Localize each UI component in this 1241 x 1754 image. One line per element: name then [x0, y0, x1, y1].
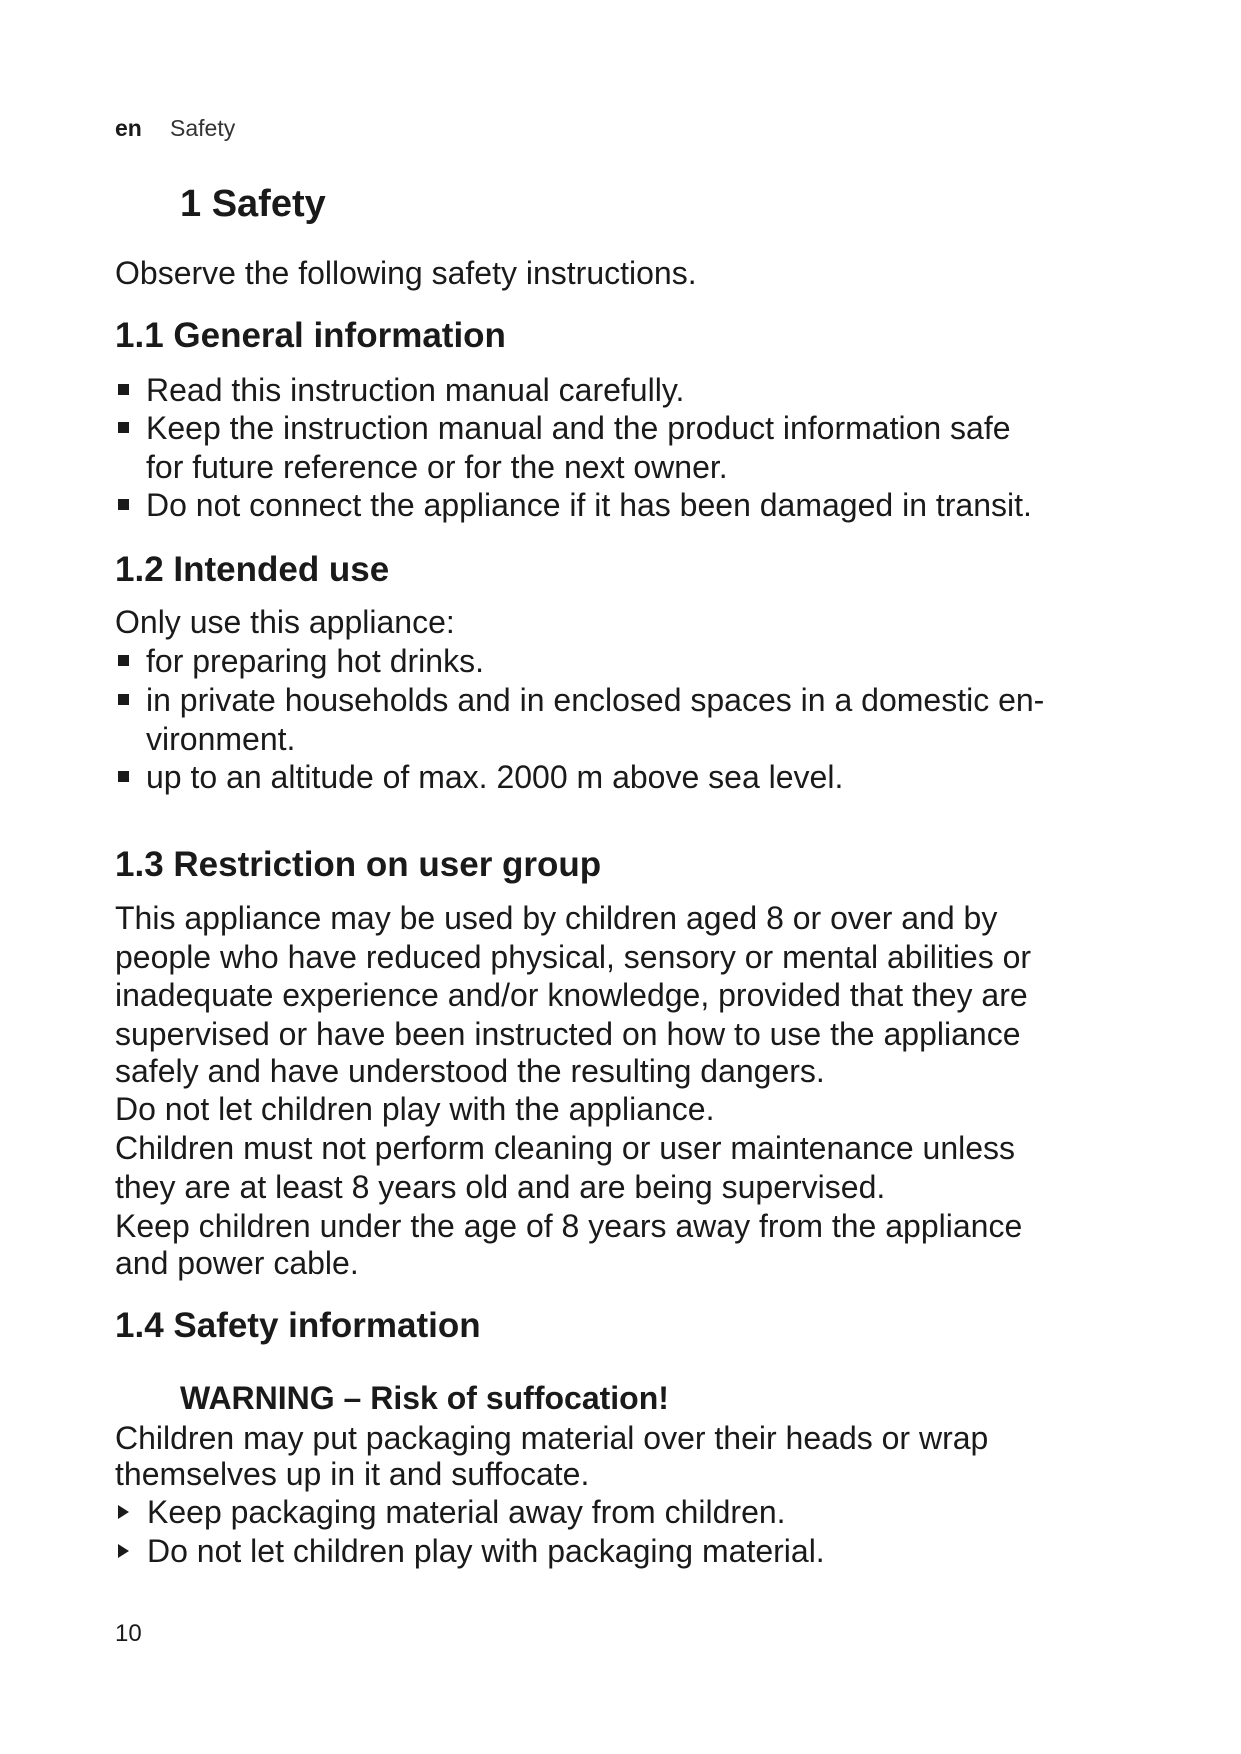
- intro-text: Observe the following safety instructions.: [115, 255, 697, 291]
- action-item: Do not let children play with packaging material.: [118, 1532, 825, 1570]
- list-item: in private households and in enclosed spaces in a domestic en-: [118, 681, 1044, 719]
- list-item: Keep the instruction manual and the product information safe: [118, 409, 1011, 447]
- restriction-line: safely and have understood the resulting dangers.: [115, 1053, 825, 1089]
- heading-general-information: 1.1 General information: [115, 316, 506, 355]
- restriction-line: Do not let children play with the appliance.: [115, 1091, 715, 1127]
- restriction-line: inadequate experience and/or knowledge, provided that they are: [115, 977, 1028, 1013]
- list-item-continuation: vironment.: [146, 721, 296, 757]
- bullet-square-icon: [118, 384, 129, 395]
- page-title: 1 Safety: [180, 183, 326, 225]
- list-item: for preparing hot drinks.: [118, 642, 484, 680]
- restriction-line: they are at least 8 years old and are being supervised.: [115, 1169, 886, 1205]
- list-item-continuation: for future reference or for the next owner.: [146, 449, 728, 485]
- warning-line: Children may put packaging material over their heads or wrap: [115, 1420, 989, 1456]
- bullet-square-icon: [118, 771, 129, 782]
- heading-safety-information: 1.4 Safety information: [115, 1306, 481, 1345]
- list-item: Do not connect the appliance if it has been damaged in transit.: [118, 486, 1032, 524]
- header-section: Safety: [170, 115, 236, 141]
- warning-title: WARNING – Risk of suffocation!: [180, 1380, 669, 1416]
- restriction-line: and power cable.: [115, 1245, 359, 1281]
- intended-lead: Only use this appliance:: [115, 604, 455, 640]
- triangle-arrow-icon: [118, 1544, 129, 1558]
- page-number: 10: [115, 1620, 142, 1647]
- list-item: up to an altitude of max. 2000 m above sea level.: [118, 758, 843, 796]
- bullet-square-icon: [118, 499, 129, 510]
- restriction-line: Children must not perform cleaning or user maintenance unless: [115, 1130, 1016, 1166]
- restriction-line: supervised or have been instructed on how to use the appliance: [115, 1016, 1021, 1052]
- triangle-arrow-icon: [118, 1505, 129, 1519]
- action-item: Keep packaging material away from children.: [118, 1493, 786, 1531]
- restriction-line: people who have reduced physical, sensory or mental abilities or: [115, 939, 1032, 975]
- restriction-line: This appliance may be used by children aged 8 or over and by: [115, 900, 998, 936]
- bullet-square-icon: [118, 422, 129, 433]
- restriction-line: Keep children under the age of 8 years away from the appliance: [115, 1208, 1023, 1244]
- heading-restriction-user-group: 1.3 Restriction on user group: [115, 845, 602, 884]
- bullet-square-icon: [118, 655, 129, 666]
- list-item: Read this instruction manual carefully.: [118, 371, 684, 409]
- bullet-square-icon: [118, 694, 129, 705]
- header-language: en: [115, 115, 142, 141]
- heading-intended-use: 1.2 Intended use: [115, 550, 390, 589]
- warning-line: themselves up in it and suffocate.: [115, 1456, 590, 1492]
